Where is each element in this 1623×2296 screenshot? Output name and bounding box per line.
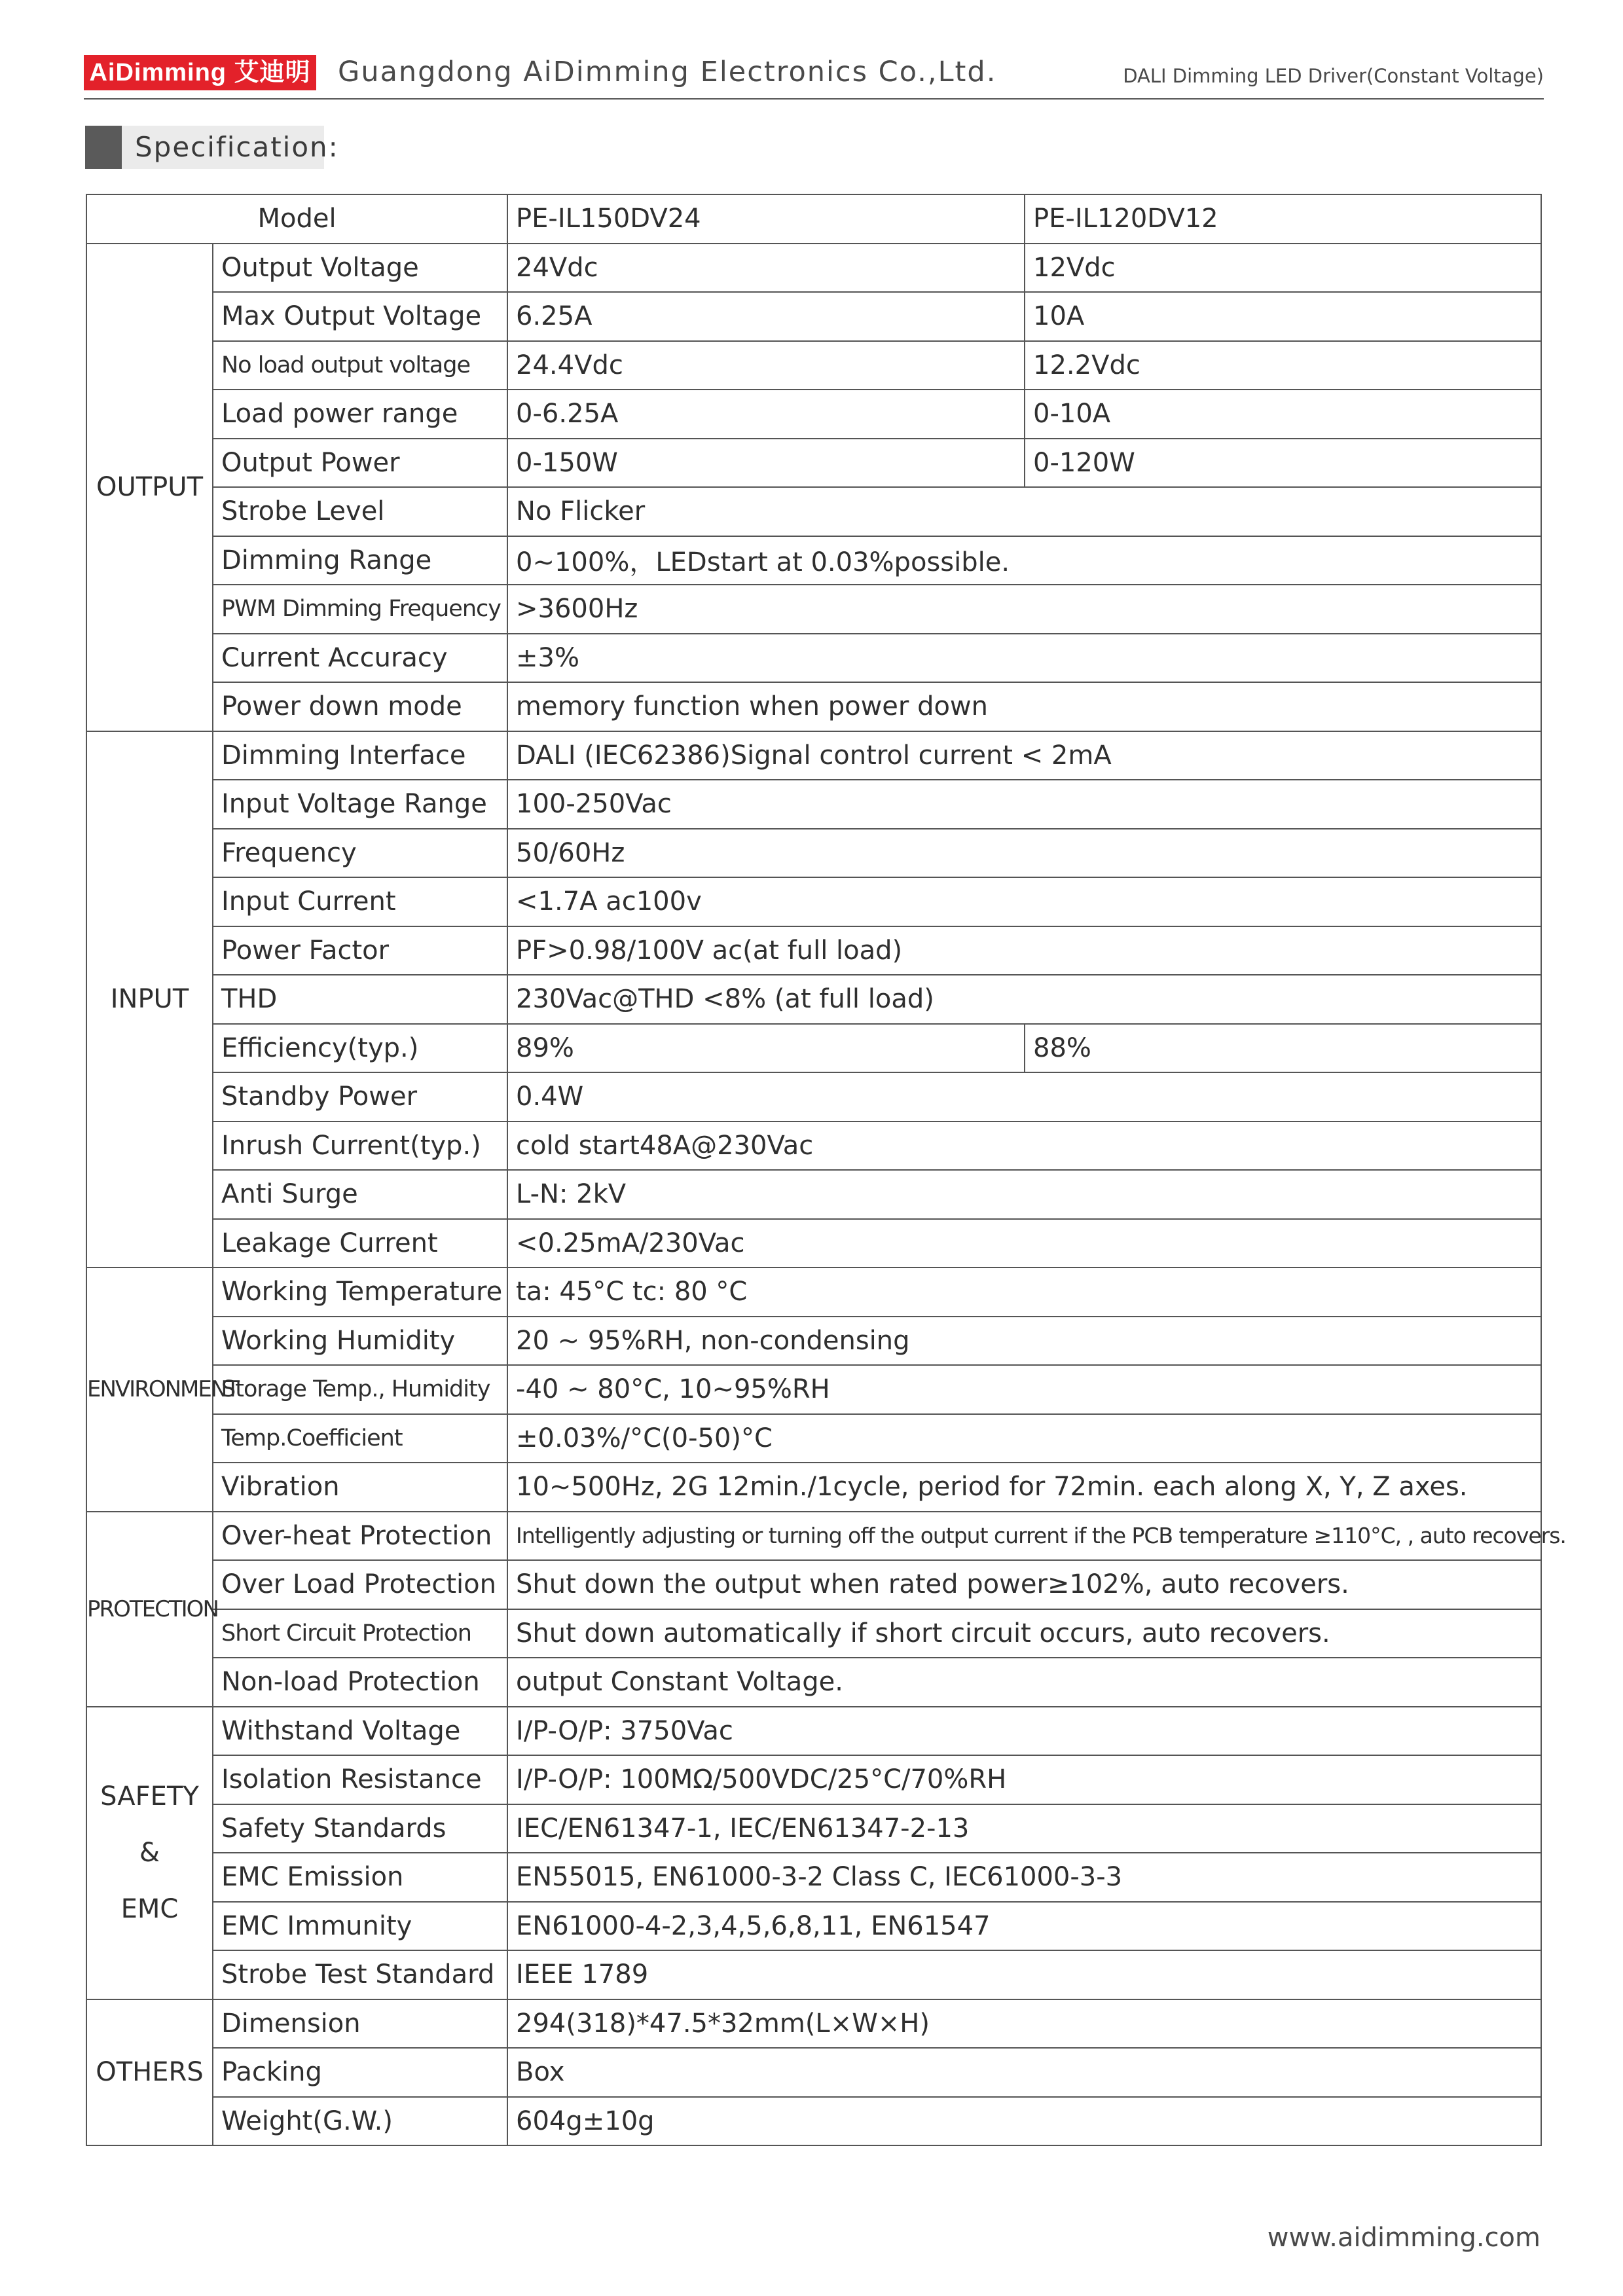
row-value: No Flicker	[507, 487, 1541, 536]
row-label: Isolation Resistance	[213, 1755, 507, 1804]
table-row	[86, 341, 1541, 390]
row-value: Shut down automatically if short circuit occurs, auto recovers.	[507, 1609, 1541, 1658]
group-safety-line: &	[139, 1838, 160, 1868]
row-label: Short Circuit Protection	[213, 1609, 507, 1658]
table-row	[86, 877, 1541, 926]
row-value: Box	[507, 2048, 1541, 2097]
table-row	[86, 1072, 1541, 1121]
row-value: -40 ~ 80°C, 10~95%RH	[507, 1365, 1541, 1414]
row-label: Load power range	[213, 390, 507, 439]
row-value: ta: 45°C tc: 80 °C	[507, 1267, 1541, 1317]
row-value: 50/60Hz	[507, 829, 1541, 878]
table-row	[86, 1609, 1541, 1658]
section-heading	[85, 126, 339, 169]
value-a: 89%	[507, 1024, 1025, 1073]
value-b: 12.2Vdc	[1025, 341, 1541, 390]
value-b: 88%	[1025, 1024, 1541, 1073]
table-row	[86, 975, 1541, 1024]
row-value: EN61000-4-2,3,4,5,6,8,11, EN61547	[507, 1902, 1541, 1951]
row-label: PWM Dimming Frequency	[213, 585, 507, 634]
section-marker	[85, 126, 122, 169]
row-label: Dimming Interface	[213, 731, 507, 780]
row-value: ±0.03%/°C(0-50)°C	[507, 1414, 1541, 1463]
row-label: Input Current	[213, 877, 507, 926]
table-row	[86, 1024, 1541, 1073]
table-row	[86, 1121, 1541, 1171]
row-label: Safety Standards	[213, 1804, 507, 1853]
row-label: Output Power	[213, 439, 507, 488]
table-row	[86, 1707, 1541, 1756]
row-value: <1.7A ac100v	[507, 877, 1541, 926]
document-subtitle: DALI Dimming LED Driver(Constant Voltage)	[1123, 65, 1544, 87]
table-row	[86, 682, 1541, 731]
row-label: Non-load Protection	[213, 1658, 507, 1707]
row-label: Power down mode	[213, 682, 507, 731]
table-row	[86, 1999, 1541, 2049]
model-label: Model	[86, 194, 507, 244]
row-value: cold start48A@230Vac	[507, 1121, 1541, 1171]
row-value: IEC/EN61347-1, IEC/EN61347-2-13	[507, 1804, 1541, 1853]
table-row	[86, 1463, 1541, 1512]
specification-table	[86, 194, 1566, 2146]
row-label: No load output voltage	[213, 341, 507, 390]
table-row	[86, 634, 1541, 683]
row-label: Inrush Current(typ.)	[213, 1121, 507, 1171]
row-value: Shut down the output when rated power≥102%, auto recovers.	[507, 1560, 1541, 1609]
row-label: Vibration	[213, 1463, 507, 1512]
row-label: Over Load Protection	[213, 1560, 507, 1609]
value-b: 12Vdc	[1025, 244, 1541, 293]
company-logo: AiDimming 艾迪明	[84, 55, 316, 90]
table-row	[86, 1902, 1541, 1951]
company-name: Guangdong AiDimming Electronics Co.,Ltd.	[338, 56, 997, 88]
row-label: Storage Temp., Humidity	[213, 1365, 507, 1414]
value-b: 10A	[1025, 292, 1541, 341]
table-row	[86, 2097, 1541, 2146]
row-label: Standby Power	[213, 1072, 507, 1121]
row-value: <0.25mA/230Vac	[507, 1219, 1541, 1268]
section-title: Specification:	[135, 131, 339, 163]
row-value: 604g±10g	[507, 2097, 1541, 2146]
row-value: 100-250Vac	[507, 780, 1541, 829]
row-value: L-N: 2kV	[507, 1170, 1541, 1219]
row-value: 294(318)*47.5*32mm(L×W×H)	[507, 1999, 1541, 2049]
table-row	[86, 1853, 1541, 1902]
row-value: 230Vac@THD <8% (at full load)	[507, 975, 1541, 1024]
group-safety-line: EMC	[120, 1894, 179, 1924]
row-label: Current Accuracy	[213, 634, 507, 683]
table-row	[86, 390, 1541, 439]
group-safety-emc	[86, 1707, 213, 1999]
table-row	[86, 1317, 1541, 1366]
table-row	[86, 536, 1541, 585]
row-value: ±3%	[507, 634, 1541, 683]
table-row	[86, 1219, 1541, 1268]
row-label: Packing	[213, 2048, 507, 2097]
table-row	[86, 1950, 1541, 1999]
row-label: Working Humidity	[213, 1317, 507, 1366]
row-label: Dimension	[213, 1999, 507, 2049]
row-label: Power Factor	[213, 926, 507, 975]
row-value: 0~100%，LEDstart at 0.03%possible.	[507, 536, 1541, 585]
row-label: Max Output Voltage	[213, 292, 507, 341]
row-value: PF>0.98/100V ac(at full load)	[507, 926, 1541, 975]
group-others: OTHERS	[86, 1999, 213, 2146]
group-safety-line: SAFETY	[100, 1781, 199, 1812]
table-row	[86, 244, 1541, 293]
row-label: Temp.Coefficient	[213, 1414, 507, 1463]
table-row	[86, 1560, 1541, 1609]
row-label: Over-heat Protection	[213, 1512, 507, 1561]
row-label: Leakage Current	[213, 1219, 507, 1268]
row-label: Anti Surge	[213, 1170, 507, 1219]
row-label: THD	[213, 975, 507, 1024]
row-value: Intelligently adjusting or turning off the output current if the PCB temperature ≥110°C, , auto recovers.	[507, 1512, 1541, 1561]
table-row	[86, 1365, 1541, 1414]
row-value: I/P-O/P: 3750Vac	[507, 1707, 1541, 1756]
row-label: Output Voltage	[213, 244, 507, 293]
row-value: IEEE 1789	[507, 1950, 1541, 1999]
model-a: PE-IL150DV24	[507, 194, 1025, 244]
value-a: 6.25A	[507, 292, 1025, 341]
table-row	[86, 1755, 1541, 1804]
group-environment: ENVIRONMENT	[86, 1267, 213, 1512]
table-row	[86, 2048, 1541, 2097]
website-link: www.aidimming.com	[1267, 2223, 1541, 2253]
group-protection: PROTECTION	[86, 1512, 213, 1707]
table-row	[86, 1170, 1541, 1219]
row-label: EMC Emission	[213, 1853, 507, 1902]
row-label: Strobe Test Standard	[213, 1950, 507, 1999]
table-row	[86, 1804, 1541, 1853]
table-row	[86, 1512, 1541, 1561]
table-row	[86, 585, 1541, 634]
row-label: Efficiency(typ.)	[213, 1024, 507, 1073]
row-label: Input Voltage Range	[213, 780, 507, 829]
value-b: 0-10A	[1025, 390, 1541, 439]
value-a: 0-6.25A	[507, 390, 1025, 439]
table-row	[86, 194, 1541, 244]
row-value: output Constant Voltage.	[507, 1658, 1541, 1707]
row-label: EMC Immunity	[213, 1902, 507, 1951]
row-value: 10~500Hz, 2G 12min./1cycle, period for 72min. each along X, Y, Z axes.	[507, 1463, 1541, 1512]
row-value: I/P-O/P: 100MΩ/500VDC/25°C/70%RH	[507, 1755, 1541, 1804]
row-value: 0.4W	[507, 1072, 1541, 1121]
row-label: Withstand Voltage	[213, 1707, 507, 1756]
table-row	[86, 926, 1541, 975]
table-row	[86, 829, 1541, 878]
row-value: memory function when power down	[507, 682, 1541, 731]
table-row	[86, 1414, 1541, 1463]
row-value: DALI (IEC62386)Signal control current < 2mA	[507, 731, 1541, 780]
row-value: >3600Hz	[507, 585, 1541, 634]
row-label: Frequency	[213, 829, 507, 878]
row-label: Dimming Range	[213, 536, 507, 585]
header-divider	[84, 98, 1544, 100]
value-b: 0-120W	[1025, 439, 1541, 488]
table-row	[86, 292, 1541, 341]
value-a: 24.4Vdc	[507, 341, 1025, 390]
value-a: 24Vdc	[507, 244, 1025, 293]
row-value: EN55015, EN61000-3-2 Class C, IEC61000-3-3	[507, 1853, 1541, 1902]
table-row	[86, 1267, 1541, 1317]
row-value: 20 ~ 95%RH, non-condensing	[507, 1317, 1541, 1366]
table-row	[86, 439, 1541, 488]
page-header	[84, 54, 1544, 100]
table-row	[86, 731, 1541, 780]
row-label: Working Temperature	[213, 1267, 507, 1317]
row-label: Strobe Level	[213, 487, 507, 536]
group-output: OUTPUT	[86, 244, 213, 731]
row-label: Weight(G.W.)	[213, 2097, 507, 2146]
table-row	[86, 1658, 1541, 1707]
table-row	[86, 487, 1541, 536]
model-b: PE-IL120DV12	[1025, 194, 1541, 244]
table-row	[86, 780, 1541, 829]
value-a: 0-150W	[507, 439, 1025, 488]
group-input: INPUT	[86, 731, 213, 1268]
